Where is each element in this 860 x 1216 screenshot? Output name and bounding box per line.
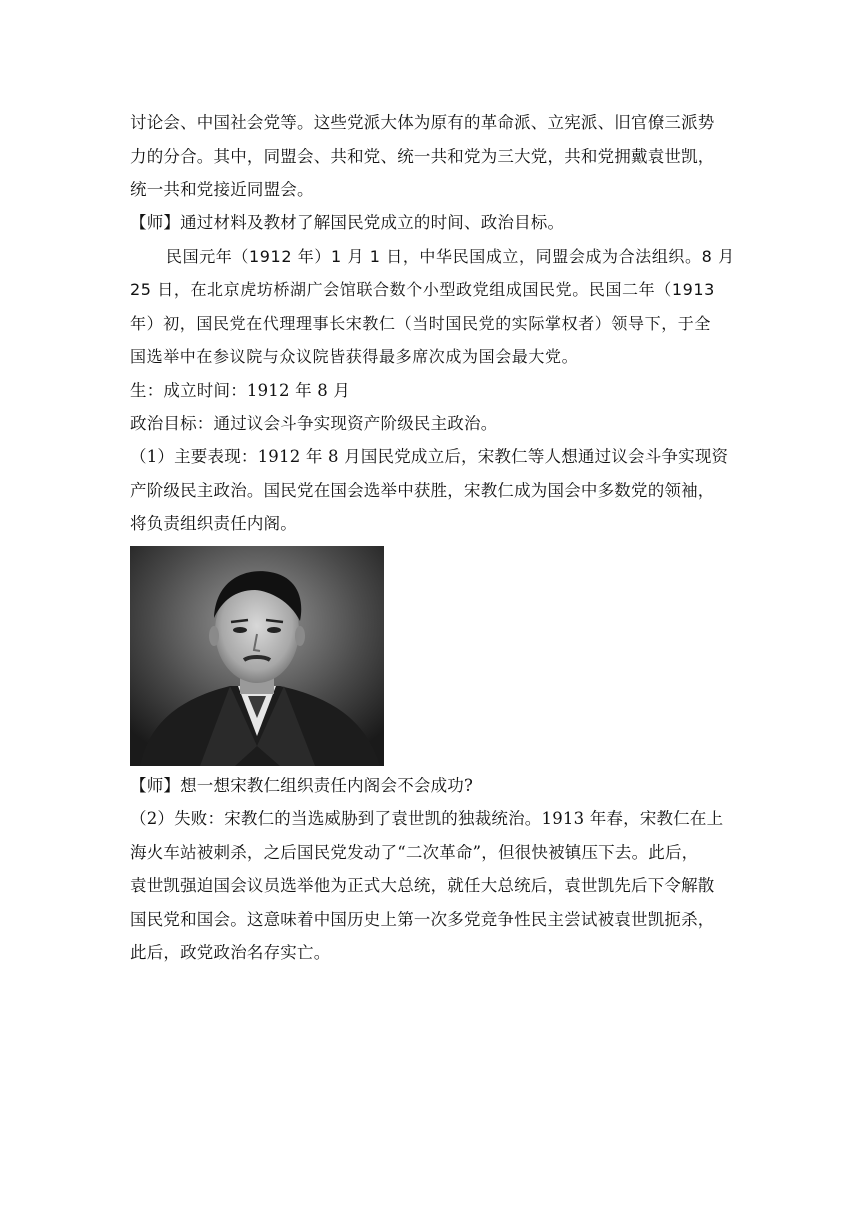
- material-line: 国选举中在参议院与众议院皆获得最多席次成为国会最大党。: [130, 347, 579, 366]
- teacher-question: 【师】想一想宋教仁组织责任内阁会不会成功?: [130, 776, 474, 795]
- paragraph-line: 国民党和国会。这意味着中国历史上第一次多党竞争性民主尝试被袁世凯扼杀，: [130, 910, 715, 929]
- portrait-illustration: [130, 546, 384, 766]
- portrait-photo: [130, 546, 384, 766]
- paragraph-line: 将负责组织责任内阁。: [130, 514, 297, 533]
- material-line: 民国元年（1912 年）1 月 1 日，中华民国成立，同盟会成为合法组织。8 月: [166, 247, 735, 266]
- paragraph-line: 产阶级民主政治。国民党在国会选举中获胜，宋教仁成为国会中多数党的领袖，: [130, 481, 715, 500]
- paragraph-line: （2）失败：宋教仁的当选威胁到了袁世凯的独裁统治。1913 年春，宋教仁在上: [130, 809, 724, 828]
- paragraph-line: 讨论会、中国社会党等。这些党派大体为原有的革命派、立宪派、旧官僚三派势: [130, 113, 715, 132]
- paragraph-line: 海火车站被刺杀，之后国民党发动了“二次革命”，但很快被镇压下去。此后，: [130, 843, 699, 862]
- paragraph-line: 力的分合。其中，同盟会、共和党、统一共和党为三大党，共和党拥戴袁世凯，: [130, 147, 715, 166]
- paragraph-line: 袁世凯强迫国会议员选举他为正式大总统，就任大总统后，袁世凯先后下令解散: [130, 876, 715, 895]
- student-answer: 政治目标：通过议会斗争实现资产阶级民主政治。: [130, 414, 498, 433]
- paragraph-line: （1）主要表现：1912 年 8 月国民党成立后，宋教仁等人想通过议会斗争实现资: [130, 447, 729, 466]
- teacher-prompt: 【师】通过材料及教材了解国民党成立的时间、政治目标。: [130, 213, 565, 232]
- paragraph-line: 此后，政党政治名存实亡。: [130, 943, 331, 962]
- paragraph-line: 统一共和党接近同盟会。: [130, 180, 314, 199]
- material-line: 25 日，在北京虎坊桥湖广会馆联合数个小型政党组成国民党。民国二年（1913: [130, 280, 715, 299]
- student-answer: 生：成立时间：1912 年 8 月: [130, 381, 351, 400]
- material-line: 年）初，国民党在代理理事长宋教仁（当时国民党的实际掌权者）领导下，于全: [130, 314, 712, 333]
